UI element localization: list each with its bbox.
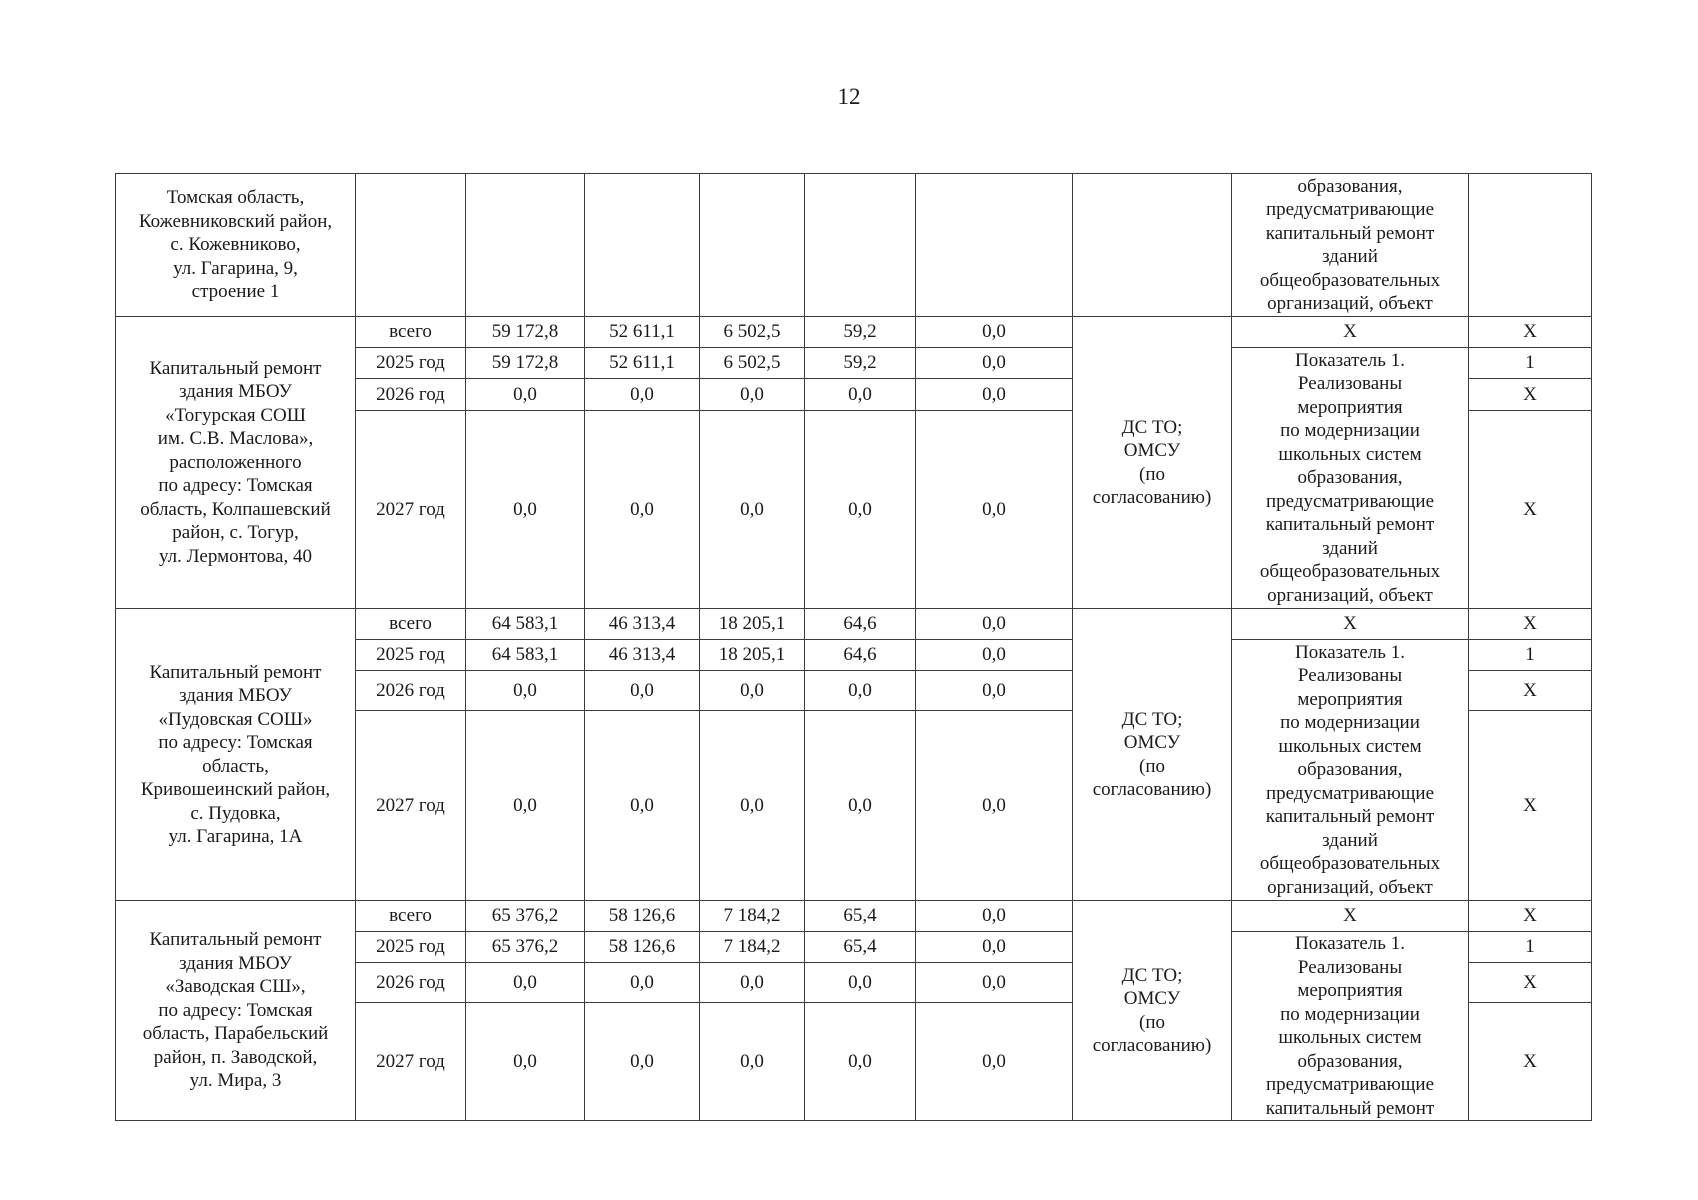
indicator-total-cell: Х — [1232, 317, 1469, 348]
amount-cell: 64 583,1 — [466, 640, 585, 671]
amount-cell: 0,0 — [916, 609, 1073, 640]
amount-cell: 64,6 — [805, 640, 916, 671]
amount-cell: 65,4 — [805, 901, 916, 932]
object-cell: Капитальный ремонт здания МБОУ «Тогурская СОШ им. С.В. Маслова», расположенного по адресу: Томская область, Колпашевский район, с. Тогур, ул. Лермонтова, 40 — [116, 317, 356, 609]
amount-cell: 0,0 — [916, 1003, 1073, 1121]
amount-cell: 0,0 — [700, 411, 805, 609]
page-number: 12 — [837, 84, 861, 109]
amount-cell: 0,0 — [805, 379, 916, 411]
amount-cell: 0,0 — [916, 317, 1073, 348]
amount-cell: 0,0 — [700, 379, 805, 411]
table-row — [116, 317, 1592, 348]
executor-cell: ДС ТО; ОМСУ (по согласованию) — [1073, 317, 1232, 609]
value-cell: Х — [1469, 711, 1592, 901]
value-cell: 1 — [1469, 640, 1592, 671]
amount-cell: 0,0 — [916, 671, 1073, 711]
value-cell: Х — [1469, 1003, 1592, 1121]
value-cell: 1 — [1469, 932, 1592, 963]
amount-cell: 65 376,2 — [466, 901, 585, 932]
amount-cell: 0,0 — [585, 411, 700, 609]
object-cell: Томская область, Кожевниковский район, с. Кожевниково, ул. Гагарина, 9, строение 1 — [116, 174, 356, 317]
amount-cell: 0,0 — [700, 671, 805, 711]
amount-cell: 0,0 — [805, 411, 916, 609]
value-cell: Х — [1469, 379, 1592, 411]
empty-cell — [916, 174, 1073, 317]
executor-cell: ДС ТО; ОМСУ (по согласованию) — [1073, 609, 1232, 901]
empty-cell — [466, 174, 585, 317]
indicator-cell: образования, предусматривающие капитальный ремонт зданий общеобразовательных организаций, объект — [1232, 174, 1469, 317]
amount-cell: 0,0 — [805, 963, 916, 1003]
amount-cell: 6 502,5 — [700, 317, 805, 348]
period-cell: 2027 год — [356, 411, 466, 609]
indicator-cell: Показатель 1. Реализованы мероприятия по модернизации школьных систем образования, предусматривающие капитальный ремонт зданий общеобразовательных организаций, объект — [1232, 640, 1469, 901]
amount-cell: 18 205,1 — [700, 640, 805, 671]
amount-cell: 0,0 — [466, 711, 585, 901]
amount-cell: 0,0 — [916, 379, 1073, 411]
continuation-row — [116, 174, 1592, 317]
amount-cell: 0,0 — [916, 901, 1073, 932]
amount-cell: 59,2 — [805, 317, 916, 348]
amount-cell: 58 126,6 — [585, 901, 700, 932]
period-cell: 2027 год — [356, 711, 466, 901]
period-cell: 2026 год — [356, 379, 466, 411]
empty-cell — [700, 174, 805, 317]
amount-cell: 0,0 — [805, 1003, 916, 1121]
amount-cell: 0,0 — [700, 1003, 805, 1121]
value-cell: Х — [1469, 901, 1592, 932]
amount-cell: 64 583,1 — [466, 609, 585, 640]
amount-cell: 52 611,1 — [585, 348, 700, 379]
amount-cell: 0,0 — [466, 671, 585, 711]
amount-cell: 0,0 — [585, 379, 700, 411]
value-cell: Х — [1469, 963, 1592, 1003]
value-cell: Х — [1469, 317, 1592, 348]
amount-cell: 0,0 — [916, 711, 1073, 901]
amount-cell: 0,0 — [700, 711, 805, 901]
period-cell: всего — [356, 901, 466, 932]
indicator-cell: Показатель 1. Реализованы мероприятия по модернизации школьных систем образования, предусматривающие капитальный ремонт зданий общеобразовательных организаций, объект — [1232, 348, 1469, 609]
amount-cell: 0,0 — [466, 1003, 585, 1121]
table-row — [116, 609, 1592, 640]
amount-cell: 0,0 — [466, 411, 585, 609]
amount-cell: 0,0 — [916, 348, 1073, 379]
amount-cell: 46 313,4 — [585, 609, 700, 640]
value-cell: Х — [1469, 411, 1592, 609]
amount-cell: 0,0 — [916, 932, 1073, 963]
object-cell: Капитальный ремонт здания МБОУ «Пудовская СОШ» по адресу: Томская область, Кривошеинский район, с. Пудовка, ул. Гагарина, 1А — [116, 609, 356, 901]
amount-cell: 59,2 — [805, 348, 916, 379]
table-row — [116, 901, 1592, 932]
empty-cell — [356, 174, 466, 317]
amount-cell: 46 313,4 — [585, 640, 700, 671]
amount-cell: 64,6 — [805, 609, 916, 640]
period-cell: всего — [356, 609, 466, 640]
amount-cell: 18 205,1 — [700, 609, 805, 640]
period-cell: всего — [356, 317, 466, 348]
period-cell: 2026 год — [356, 963, 466, 1003]
empty-cell — [585, 174, 700, 317]
amount-cell: 0,0 — [805, 711, 916, 901]
indicator-total-cell: Х — [1232, 609, 1469, 640]
program-table — [115, 173, 1592, 1121]
empty-cell — [1073, 174, 1232, 317]
empty-cell — [805, 174, 916, 317]
amount-cell: 59 172,8 — [466, 348, 585, 379]
amount-cell: 65 376,2 — [466, 932, 585, 963]
amount-cell: 0,0 — [805, 671, 916, 711]
amount-cell: 0,0 — [585, 671, 700, 711]
amount-cell: 58 126,6 — [585, 932, 700, 963]
amount-cell: 0,0 — [585, 1003, 700, 1121]
period-cell: 2027 год — [356, 1003, 466, 1121]
value-cell: Х — [1469, 671, 1592, 711]
object-cell: Капитальный ремонт здания МБОУ «Заводская СШ», по адресу: Томская область, Парабельский район, п. Заводской, ул. Мира, 3 — [116, 901, 356, 1121]
amount-cell: 0,0 — [466, 379, 585, 411]
period-cell: 2025 год — [356, 348, 466, 379]
empty-cell — [1469, 174, 1592, 317]
amount-cell: 0,0 — [916, 963, 1073, 1003]
indicator-cell: Показатель 1. Реализованы мероприятия по модернизации школьных систем образования, предусматривающие капитальный ремонт — [1232, 932, 1469, 1121]
amount-cell: 59 172,8 — [466, 317, 585, 348]
amount-cell: 0,0 — [466, 963, 585, 1003]
period-cell: 2025 год — [356, 932, 466, 963]
amount-cell: 7 184,2 — [700, 901, 805, 932]
period-cell: 2025 год — [356, 640, 466, 671]
executor-cell: ДС ТО; ОМСУ (по согласованию) — [1073, 901, 1232, 1121]
amount-cell: 0,0 — [700, 963, 805, 1003]
amount-cell: 0,0 — [585, 711, 700, 901]
value-cell: 1 — [1469, 348, 1592, 379]
amount-cell: 0,0 — [585, 963, 700, 1003]
amount-cell: 0,0 — [916, 640, 1073, 671]
amount-cell: 52 611,1 — [585, 317, 700, 348]
amount-cell: 7 184,2 — [700, 932, 805, 963]
amount-cell: 0,0 — [916, 411, 1073, 609]
amount-cell: 6 502,5 — [700, 348, 805, 379]
indicator-total-cell: Х — [1232, 901, 1469, 932]
value-cell: Х — [1469, 609, 1592, 640]
period-cell: 2026 год — [356, 671, 466, 711]
amount-cell: 65,4 — [805, 932, 916, 963]
